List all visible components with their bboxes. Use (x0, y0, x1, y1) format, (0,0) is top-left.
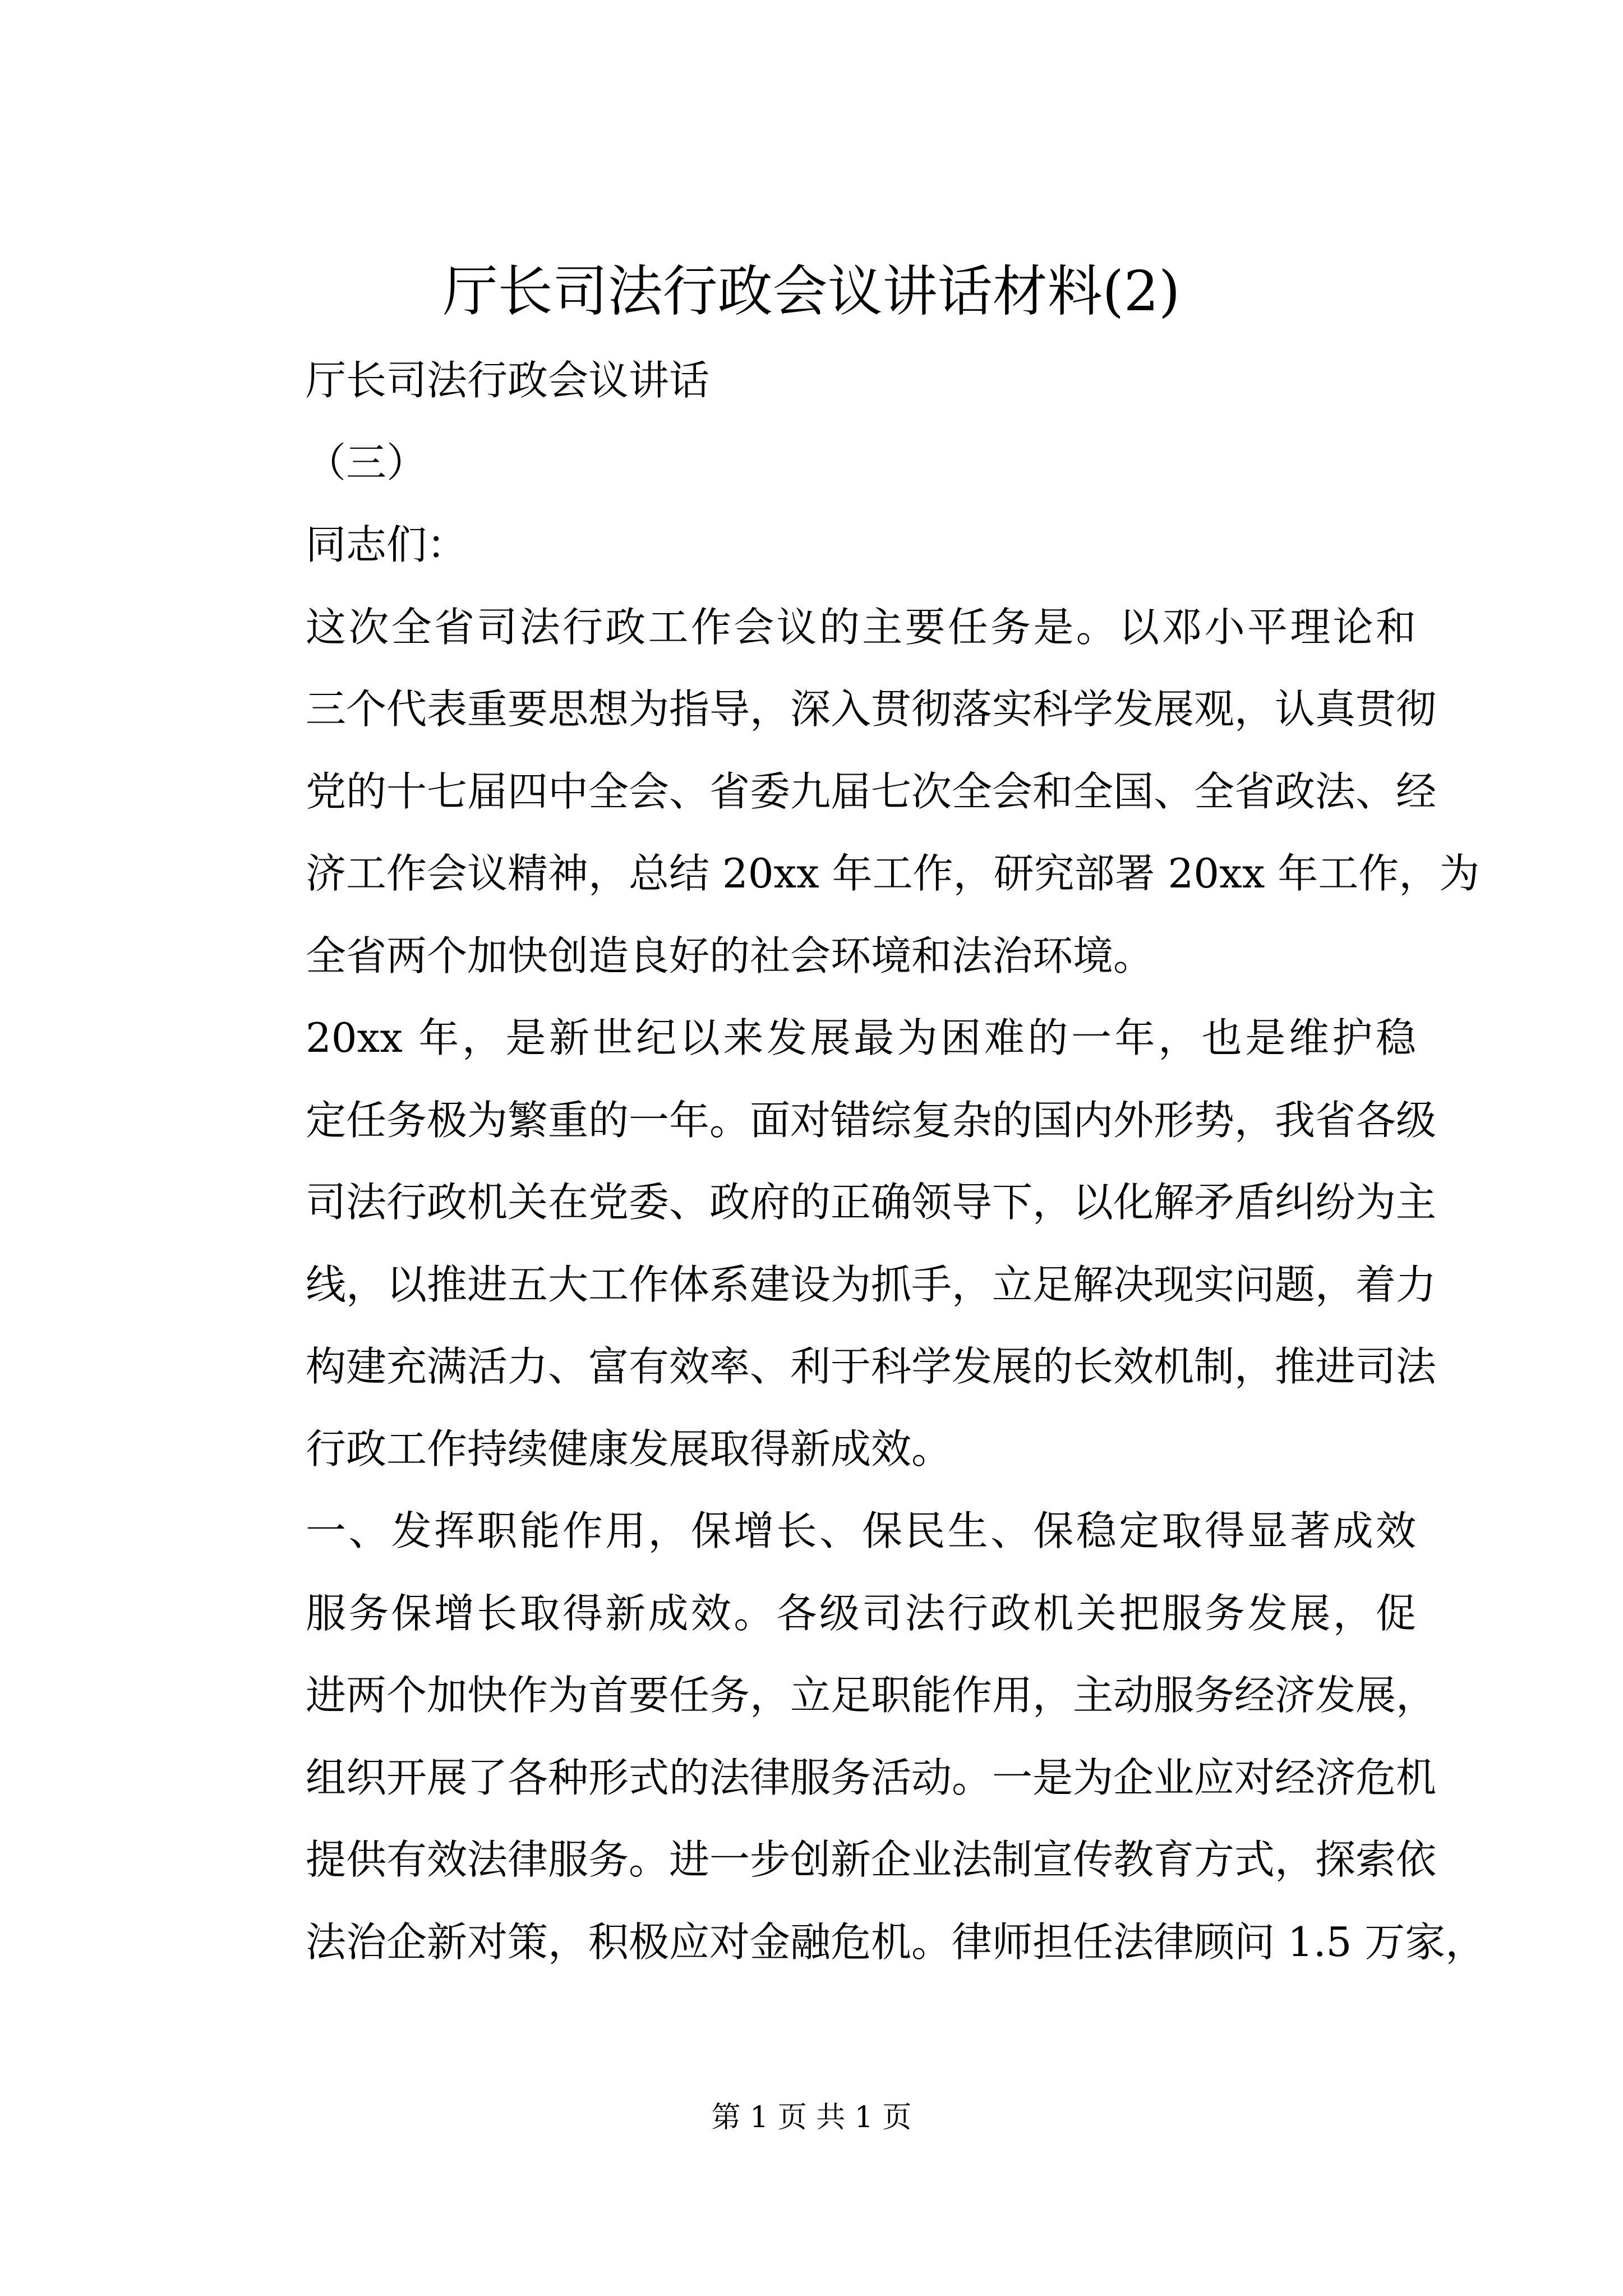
paragraph-line: 行政工作持续健康发展取得新成效。 (306, 1425, 952, 1473)
paragraph-line: 定任务极为繁重的一年。面对错综复杂的国内外形势，我省各级 (306, 1096, 1437, 1144)
paragraph-line: 党的十七届四中全会、省委九届七次全会和全国、全省政法、经 (306, 767, 1437, 815)
paragraph-line: 济工作会议精神，总结 20xx 年工作，研究部署 20xx 年工作，为 (306, 850, 1480, 897)
paragraph-line: 20xx 年，是新世纪以来发展最为困难的一年，也是维护稳 (306, 1014, 1416, 1061)
salutation-line: 同志们： (306, 521, 468, 568)
page-footer: 第 1 页 共 1 页 (711, 2101, 912, 2134)
paragraph-line: 全省两个加快创造良好的社会环境和法治环境。 (306, 932, 1154, 979)
paragraph-line: 服务保增长取得新成效。各级司法行政机关把服务发展，促 (306, 1589, 1416, 1637)
paragraph-line: 进两个加快作为首要任务，立足职能作用，主动服务经济发展， (306, 1672, 1437, 1719)
paragraph-line: 提供有效法律服务。进一步创新企业法制宣传教育方式，探索依 (306, 1836, 1437, 1883)
section-heading-line: 一、发挥职能作用，保增长、保民生、保稳定取得显著成效 (306, 1507, 1416, 1554)
paragraph-line: 构建充满活力、富有效率、利于科学发展的长效机制，推进司法 (306, 1343, 1437, 1390)
paragraph-line: 线，以推进五大工作体系建设为抓手，立足解决现实问题，着力 (306, 1260, 1437, 1308)
document-title: 厅长司法行政会议讲话材料(2) (442, 260, 1181, 324)
paragraph-line: 三个代表重要思想为指导，深入贯彻落实科学发展观，认真贯彻 (306, 685, 1437, 733)
subtitle-line: 厅长司法行政会议讲话 (306, 357, 710, 404)
section-number-line: （三） (306, 439, 427, 486)
paragraph-line: 司法行政机关在党委、政府的正确领导下，以化解矛盾纠纷为主 (306, 1179, 1437, 1226)
paragraph-line: 法治企新对策，积极应对金融危机。律师担任法律顾问 1.5 万家， (306, 1918, 1486, 1966)
paragraph-line: 这次全省司法行政工作会议的主要任务是。以邓小平理论和 (306, 603, 1416, 651)
document-body (306, 339, 1486, 1983)
paragraph-line: 组织开展了各种形式的法律服务活动。一是为企业应对经济危机 (306, 1754, 1437, 1801)
